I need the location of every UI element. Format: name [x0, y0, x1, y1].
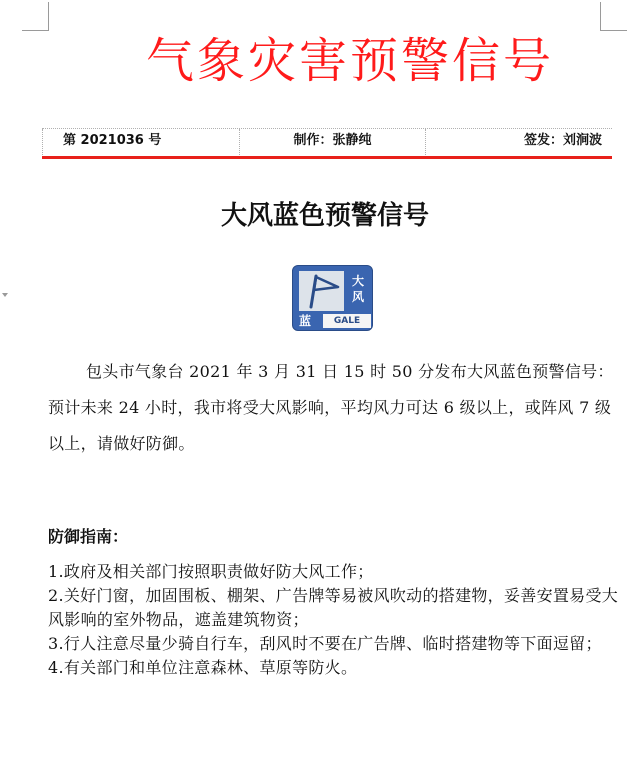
defense-guide-list: [48, 560, 620, 680]
badge-english-label: GALE: [323, 314, 371, 328]
badge-char-da: 大: [351, 274, 364, 288]
gale-blue-warning-badge: [292, 265, 373, 331]
defense-guide-heading: 防御指南：: [48, 527, 129, 546]
warning-title: 大风蓝色预警信号: [220, 201, 429, 231]
document-issuer: 签发：刘涧波: [524, 133, 603, 148]
wind-flag-icon: [299, 271, 344, 311]
document-number: 第 2021036 号: [42, 129, 240, 157]
badge-char-feng: 风: [351, 290, 364, 304]
document-title: 气象灾害预警信号: [145, 33, 554, 89]
guide-item-4: 4.有关部门和单位注意森林、草原等防火。: [48, 658, 358, 677]
warning-body-text: 包头市气象台 2021 年 3 月 31 日 15 时 50 分发布大风蓝色预警信号：预计未来 24 小时，我市将受大风影响，平均风力可达 6 级以上，或阵风 7 级以上，请做好防御。: [48, 362, 614, 453]
guide-item-3: 3.行人注意尽量少骑自行车，刮风时不要在广告牌、临时搭建物等下面逗留；: [48, 634, 602, 653]
guide-item-1: 1.政府及相关部门按照职责做好防大风工作；: [48, 562, 374, 581]
document-meta-row: [42, 128, 612, 158]
margin-marker-icon: [2, 293, 8, 297]
document-author: 制作：张静纯: [240, 129, 427, 157]
red-divider-line: [42, 156, 612, 159]
badge-color-label: 蓝: [299, 314, 312, 328]
guide-item-2: 2.关好门窗，加固围板、棚架、广告牌等易被风吹动的搭建物，妥善安置易受大风影响的室外物品，遮盖建筑物资；: [48, 586, 619, 629]
